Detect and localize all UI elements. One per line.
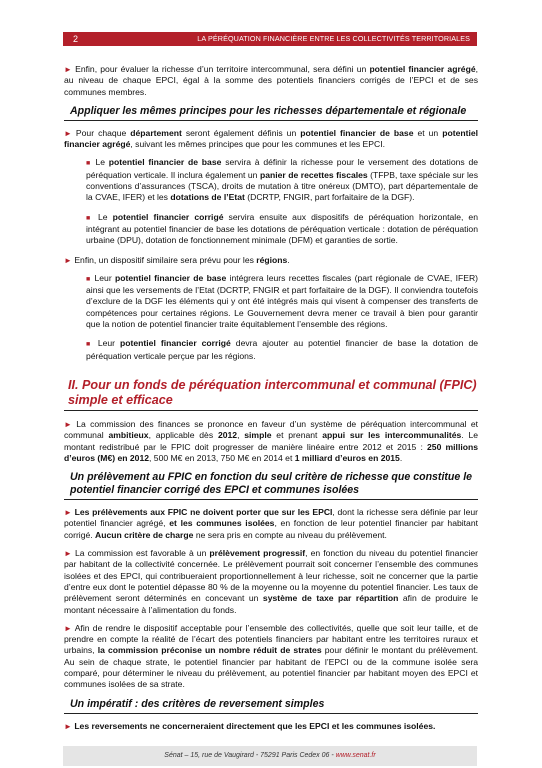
page-footer — [63, 746, 477, 766]
paragraph-reversements: ► Les reversements ne concerneraient directement que les EPCI et les communes isolées. — [64, 720, 436, 731]
sub-paragraph-pf-base-departement: ■ Le potentiel financier de base servira à définir la richesse pour le versement des dotations de péréquation verticale. Il inclura également un panier de recettes fiscales (TFPB, taxe spéciale sur les conventions d’assurances (TSCA), droits de mutation à titre onéreux (DMTO), part départementale de la CVAE, IFER) et les dotations de l’Etat (DCRTP, FNGIR, part forfaitaire de la DGF). — [86, 157, 479, 203]
section-heading-departement-region: Appliquer les mêmes principes pour les richesses départementale et régionale — [64, 105, 478, 121]
section-heading-fpic: II. Pour un fonds de péréquation intercommunal et communal (FPIC) simple et efficace — [64, 378, 478, 411]
document-body — [64, 64, 478, 739]
paragraph-intro: ► Enfin, pour évaluer la richesse d’un territoire intercommunal, sera défini un potentiel financier agrégé, au niveau de chaque EPCI, égal à la somme des potentiels financiers corrigés de l’EPCI et de ses communes membres. — [64, 64, 478, 97]
square-bullet-icon: ■ — [86, 341, 93, 349]
footer-address: Sénat – 15, rue de Vaugirard - 75291 Paris Cedex 06 - — [164, 752, 336, 759]
page-header — [63, 32, 477, 46]
sub-paragraph-pf-base-region: ■ Leur potentiel financier de base intégrera leurs recettes fiscales (part régionale de CVAE, IFER) ainsi que les versements de l’Etat (DCRTP, FNGIR et part forfaitaire de la DGF). Il conviendra toutefois d’exclure de la DGF les éléments qui y ont été intégrés mais qui visent à compenser des transferts de compétences pour certaines régions. Le Gouvernement devra mener ce travail à bien pour garantir que la notion de potentiel financier traite équitablement l’ensemble des régions. — [86, 272, 479, 330]
paragraph-regions: ► Enfin, un dispositif similaire sera prévu pour les régions. — [64, 254, 290, 265]
sub-paragraph-pf-corrige-departement: ■ Le potentiel financier corrigé servira ensuite aux dispositifs de péréquation horizontale, en intégrant au potentiel financier de base les dotations de péréquation verticale : dotation de péréquation urbaine (DPU), dotation de fonctionnement minimale (DFM) et garanties de sortie. — [86, 211, 478, 246]
square-bullet-icon: ■ — [86, 160, 92, 168]
arrow-right-icon: ► — [64, 419, 72, 429]
arrow-right-icon: ► — [64, 128, 72, 138]
paragraph-prelevements-epci: ► Les prélèvements aux FPIC ne doivent porter que sur les EPCI, dont la richesse sera définie par leur potentiel financier agrégé, et les communes isolées, en fonction de leur potentiel financier par habitant corrigé. Aucun critère de charge ne sera pris en compte au niveau du prélèvement. — [64, 507, 478, 540]
arrow-right-icon: ► — [64, 65, 72, 74]
paragraph-prelevement-progressif: ► La commission est favorable à un prélèvement progressif, en fonction du niveau du potentiel financier par habitant de la collectivité concernée. Le prélèvement pourrait soit concerner l’ensemble des communes isolées et des EPCI, qui contribueraient proportionnellement à leur richesse, soit ne concerner que la partie d’entre eux dont le potentiel dépasse 80 % de la moyenne ou la moyenne du potentiel financier. Les taux de prélèvement seront déterminés en concevant un système de taxe par répartition afin de produire le montant nécessaire à l’alimentation du fonds. — [64, 548, 479, 615]
arrow-right-icon: ► — [64, 549, 72, 559]
square-bullet-icon: ■ — [86, 214, 93, 222]
paragraph-commission-fpic: ► La commission des finances se prononce en faveur d’un système de péréquation intercommunal et communal ambitieux, applicable dès 2012, simple et prenant appui sur les intercommunalités. Le montant redistribué par le FPIC doit progresser de manière linéaire entre 2012 et 2015 : 250 millions d’euros (M€) en 2012, 500 M€ en 2013, 750 M€ en 2014 et 1 milliard d’euros en 2015. — [64, 418, 479, 463]
paragraph-strates: ► Afin de rendre le dispositif acceptable pour l’ensemble des collectivités, quelle que soit leur taille, et de prendre en compte la réalité de l’écart des potentiels financiers par habitant entre les territoires ruraux et urbains, la commission préconise un nombre réduit de strates pour définir le montant du prélèvement. Au sein de chaque strate, le potentiel financier par habitant de l’EPCI ou de la commune isolée sera comparé, pour déterminer le niveau du prélèvement, au potentiel financier par habitant moyen des EPCI et communes isolées de sa strate. — [64, 622, 478, 690]
arrow-right-icon: ► — [64, 508, 72, 518]
section-heading-reversement: Un impératif : des critères de reversement simples — [64, 698, 478, 714]
arrow-right-icon: ► — [64, 623, 72, 633]
sub-paragraph-pf-corrige-region: ■ Leur potentiel financier corrigé devra ajouter au potentiel financier de base la dotation de péréquation verticale perçue par les régions. — [86, 338, 479, 361]
header-title: LA PÉRÉQUATION FINANCIÈRE ENTRE LES COLLECTIVITÉS TERRITORIALES — [197, 34, 470, 43]
arrow-right-icon: ► — [64, 255, 72, 265]
footer-link[interactable]: www.senat.fr — [335, 752, 376, 759]
paragraph-departement: ► Pour chaque département seront également définis un potentiel financier de base et un potentiel financier agrégé, suivant les mêmes principes que pour les communes et les EPCI. — [64, 127, 479, 150]
arrow-right-icon: ► — [64, 721, 72, 731]
square-bullet-icon: ■ — [86, 275, 92, 283]
page-number: 2 — [73, 34, 79, 44]
section-heading-prelevement: Un prélèvement au FPIC en fonction du seul critère de richesse que constitue le potentiel financier corrigé des EPCI et communes isolées — [64, 471, 478, 500]
